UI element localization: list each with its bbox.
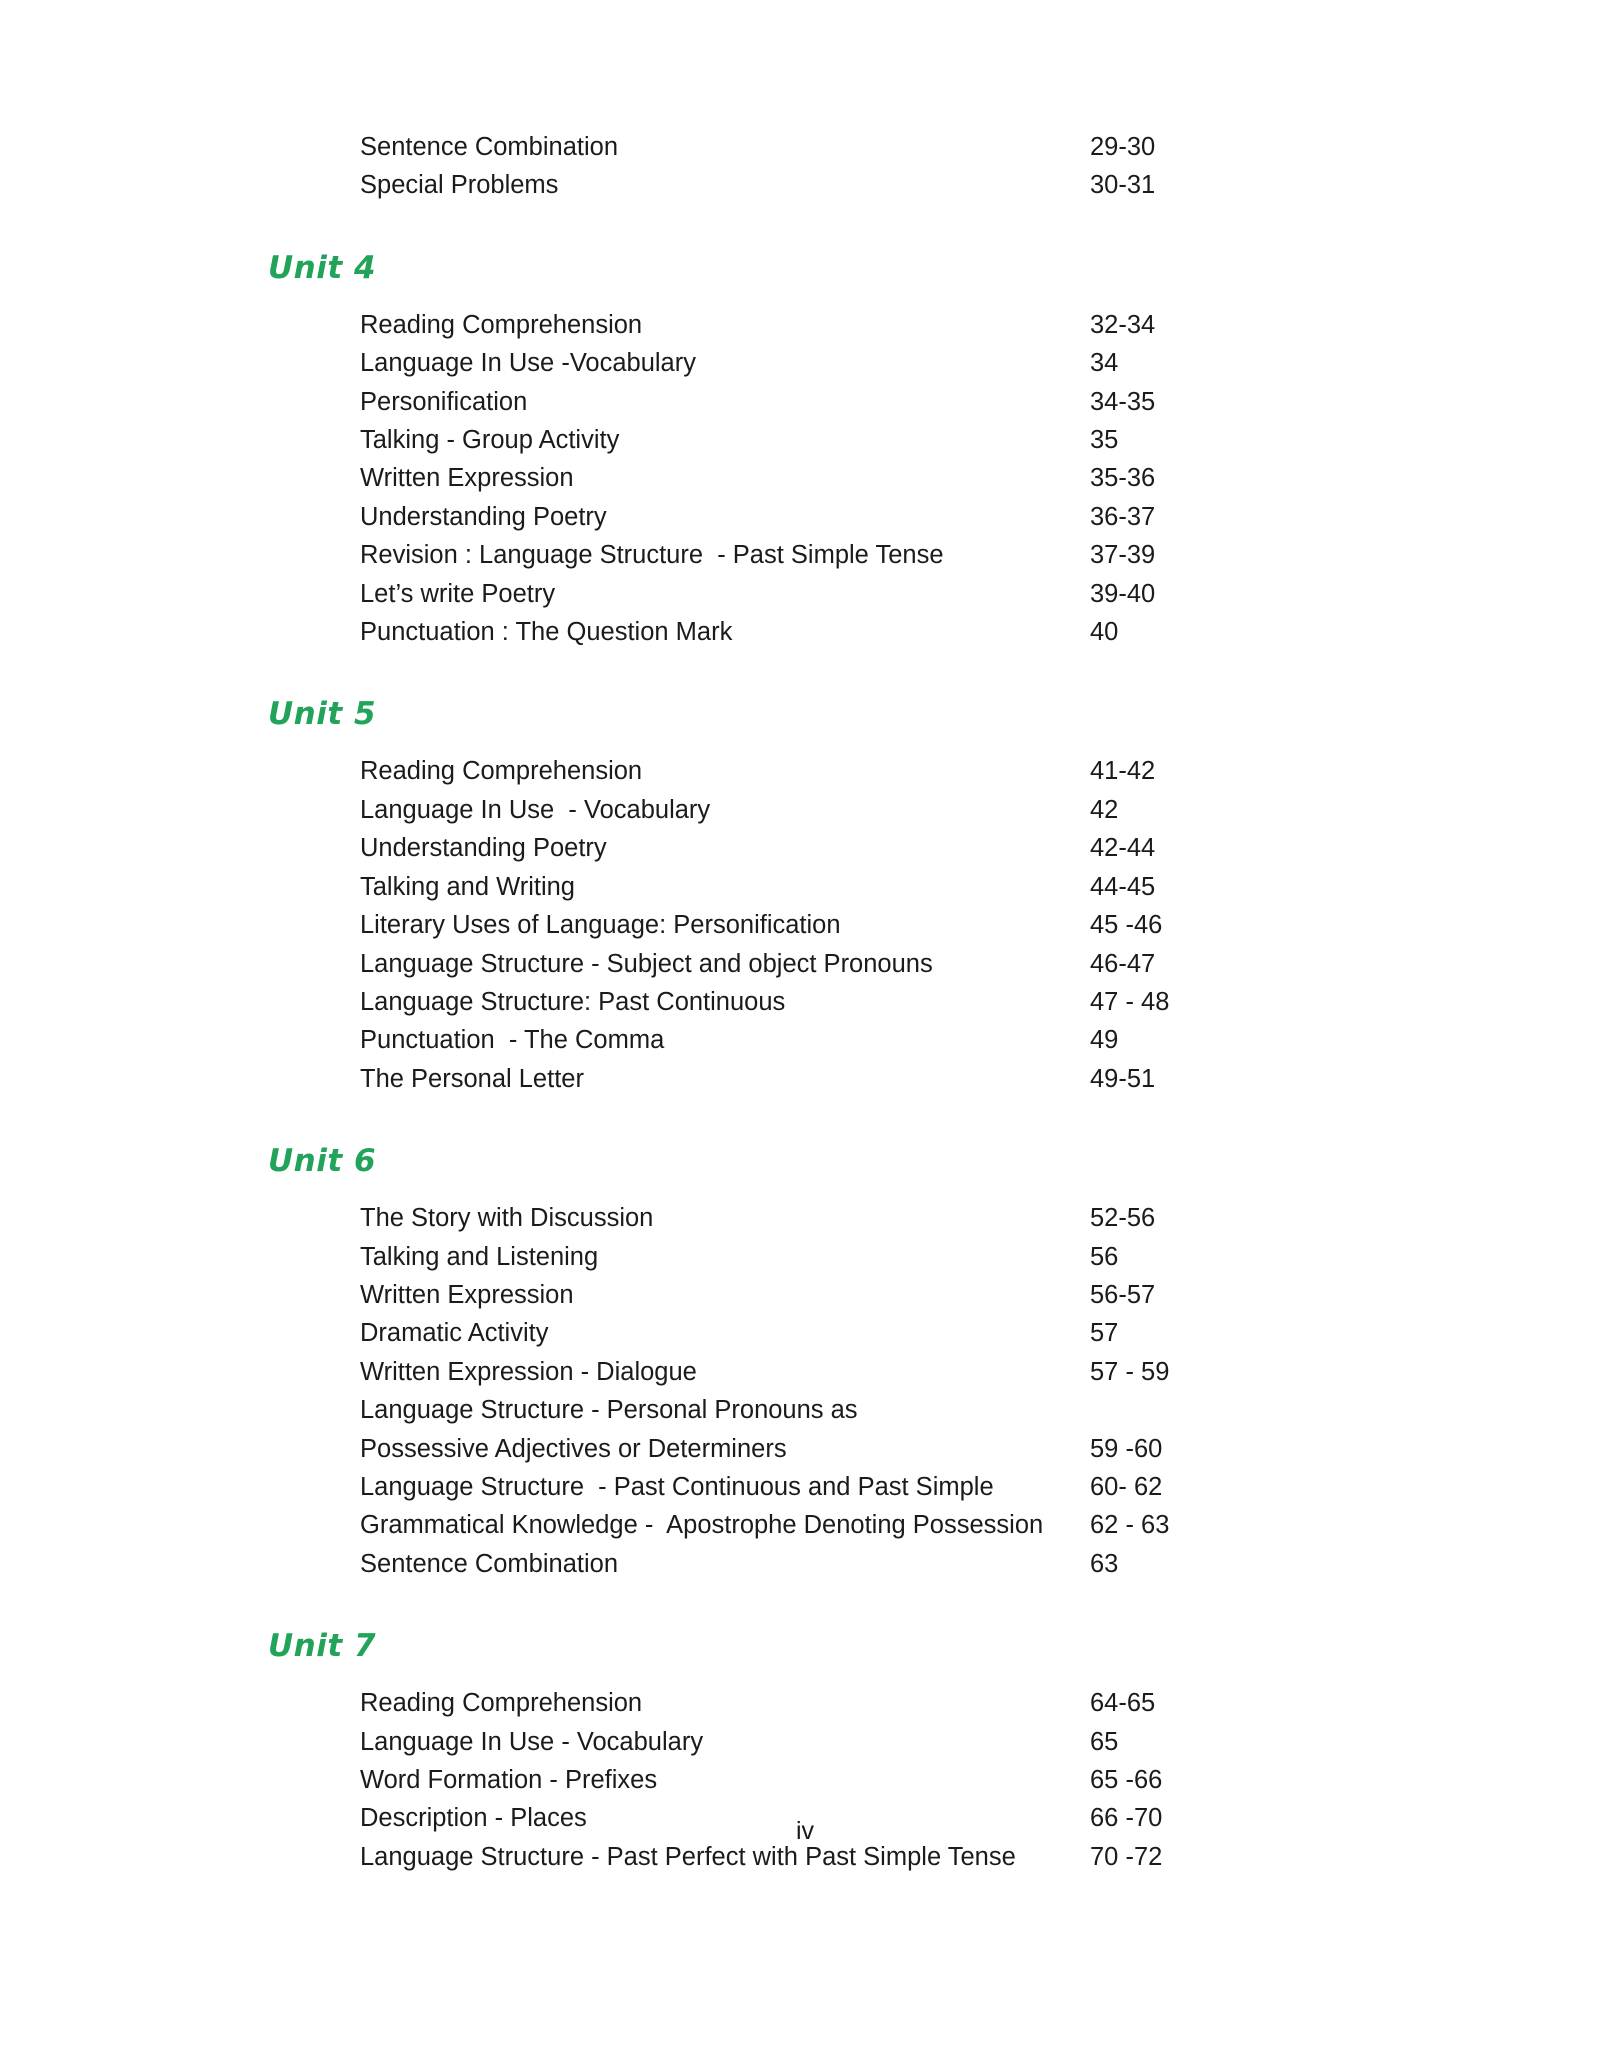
toc-entry[interactable] bbox=[268, 1468, 1418, 1506]
toc-entry-title: Punctuation - The Comma bbox=[360, 1026, 665, 1055]
toc-entry[interactable] bbox=[268, 1199, 1418, 1237]
toc-entry-title: Personification bbox=[360, 387, 528, 416]
toc-entry-page-number: 49 bbox=[1090, 1026, 1119, 1055]
toc-entry-page-number: 46-47 bbox=[1090, 949, 1156, 978]
toc-entry-page-number: 63 bbox=[1090, 1549, 1119, 1578]
toc-entry-title: Special Problems bbox=[360, 171, 559, 200]
toc-entry-title: Language Structure - Subject and object Pronouns bbox=[360, 949, 933, 978]
toc-entry-title: The Personal Letter bbox=[360, 1064, 584, 1093]
toc-entry-title: Word Formation - Prefixes bbox=[360, 1766, 658, 1794]
toc-entry-page-number: 45 -46 bbox=[1090, 911, 1163, 940]
toc-entry[interactable] bbox=[268, 829, 1418, 867]
toc-entry-title: Language Structure - Personal Pronouns as bbox=[360, 1396, 858, 1425]
toc-entry-page-number: 36-37 bbox=[1090, 502, 1156, 531]
toc-entry[interactable] bbox=[268, 1021, 1418, 1059]
unit-spacer bbox=[268, 1098, 1418, 1146]
toc-entry-list bbox=[268, 306, 1418, 652]
toc-entry-page-number: 65 bbox=[1090, 1727, 1119, 1756]
toc-entry-title: Revision : Language Structure - Past Simple Tense bbox=[360, 541, 944, 570]
toc-entry-title: Written Expression bbox=[360, 1280, 574, 1309]
toc-entry-page-number: 47 - 48 bbox=[1090, 987, 1170, 1016]
toc-entry-page-number: 40 bbox=[1090, 618, 1119, 647]
toc-entry-page-number: 52-56 bbox=[1090, 1204, 1156, 1233]
toc-entry-list bbox=[268, 1199, 1418, 1583]
toc-entry-title: Language In Use -Vocabulary bbox=[360, 349, 696, 378]
toc-entry-title: Language Structure - Past Perfect with Past Simple Tense bbox=[360, 1842, 1016, 1871]
toc-entry[interactable] bbox=[268, 421, 1418, 459]
table-of-contents bbox=[268, 128, 1418, 1876]
toc-entry[interactable] bbox=[268, 1060, 1418, 1098]
unit-section bbox=[268, 696, 1418, 1098]
toc-entry-title: Sentence Combination bbox=[360, 133, 619, 161]
toc-entry[interactable] bbox=[268, 1238, 1418, 1276]
toc-entry-title: Language In Use - Vocabulary bbox=[360, 795, 711, 824]
toc-entry[interactable] bbox=[268, 1723, 1418, 1761]
toc-entry-title: Literary Uses of Language: Personification bbox=[360, 911, 841, 940]
toc-entry-page-number: 35 bbox=[1090, 426, 1119, 455]
toc-entry-page-number: 34-35 bbox=[1090, 387, 1156, 416]
toc-entry-page-number: 30-31 bbox=[1090, 171, 1156, 200]
toc-entry[interactable] bbox=[268, 1761, 1418, 1799]
unit-spacer bbox=[268, 651, 1418, 699]
toc-entry[interactable] bbox=[268, 791, 1418, 829]
unit-heading: Unit 7 bbox=[268, 1628, 377, 1665]
toc-entry[interactable] bbox=[268, 536, 1418, 574]
toc-entry-page-number: 37-39 bbox=[1090, 541, 1156, 570]
toc-entry-page-number: 34 bbox=[1090, 349, 1119, 378]
toc-entry[interactable] bbox=[268, 1506, 1418, 1544]
unit-section bbox=[268, 1143, 1418, 1583]
toc-entry-title: Dramatic Activity bbox=[360, 1319, 549, 1348]
toc-entry-title: Let’s write Poetry bbox=[360, 579, 556, 608]
toc-entry-page-number: 57 bbox=[1090, 1319, 1119, 1348]
unit-heading: Unit 6 bbox=[268, 1143, 377, 1180]
toc-entry-page-number: 41-42 bbox=[1090, 757, 1156, 786]
toc-entry[interactable] bbox=[268, 613, 1418, 651]
toc-entry-list bbox=[268, 752, 1418, 1098]
toc-entry[interactable] bbox=[268, 906, 1418, 944]
toc-entry-title: Understanding Poetry bbox=[360, 834, 607, 863]
toc-entry-title: Description - Places bbox=[360, 1804, 587, 1833]
toc-entry-page-number: 35-36 bbox=[1090, 464, 1156, 493]
toc-entry[interactable] bbox=[268, 128, 1418, 166]
toc-entry-title: Talking and Listening bbox=[360, 1242, 599, 1271]
toc-entry-page-number: 66 -70 bbox=[1090, 1804, 1163, 1833]
toc-entry[interactable] bbox=[268, 1430, 1418, 1468]
toc-entry-title: Reading Comprehension bbox=[360, 310, 643, 339]
toc-entry-title: The Story with Discussion bbox=[360, 1204, 654, 1233]
toc-entry-page-number: 32-34 bbox=[1090, 310, 1156, 339]
toc-entry[interactable] bbox=[268, 1276, 1418, 1314]
toc-entry[interactable] bbox=[268, 752, 1418, 790]
toc-entry[interactable] bbox=[268, 1545, 1418, 1583]
toc-entry-page-number: 39-40 bbox=[1090, 579, 1156, 608]
toc-entry-page-number: 29-30 bbox=[1090, 133, 1156, 161]
toc-entry[interactable] bbox=[268, 459, 1418, 497]
toc-entry-title: Understanding Poetry bbox=[360, 502, 607, 531]
page-folio: iv bbox=[795, 1817, 815, 1845]
toc-entry-page-number: 65 -66 bbox=[1090, 1766, 1163, 1794]
toc-entry-title: Reading Comprehension bbox=[360, 1689, 643, 1718]
toc-entry-title: Sentence Combination bbox=[360, 1549, 619, 1578]
toc-entry-page-number: 56-57 bbox=[1090, 1280, 1156, 1309]
toc-entry-list bbox=[268, 1684, 1418, 1876]
toc-entry-page-number: 57 - 59 bbox=[1090, 1357, 1170, 1386]
toc-entry-title: Talking - Group Activity bbox=[360, 426, 620, 455]
toc-entry-page-number: 44-45 bbox=[1090, 872, 1156, 901]
unit-heading-spacer bbox=[268, 730, 1418, 752]
toc-entry-page-number: 60- 62 bbox=[1090, 1472, 1163, 1501]
toc-entry-title: Reading Comprehension bbox=[360, 757, 643, 786]
toc-entry-page-number: 56 bbox=[1090, 1242, 1119, 1271]
toc-entry-title: Written Expression - Dialogue bbox=[360, 1357, 697, 1386]
toc-entry[interactable] bbox=[268, 344, 1418, 382]
toc-top-entry-list bbox=[268, 128, 1418, 205]
unit-section bbox=[268, 249, 1418, 652]
unit-heading-spacer bbox=[268, 284, 1418, 306]
toc-entry[interactable] bbox=[268, 1391, 1418, 1429]
toc-entry-title: Possessive Adjectives or Determiners bbox=[360, 1434, 787, 1463]
toc-entry-title: Language In Use - Vocabulary bbox=[360, 1727, 704, 1756]
toc-entry-title: Language Structure - Past Continuous and Past Simple bbox=[360, 1472, 994, 1501]
toc-entry-title: Talking and Writing bbox=[360, 872, 575, 901]
toc-entry-page-number: 62 - 63 bbox=[1090, 1511, 1170, 1540]
toc-entry[interactable] bbox=[268, 1684, 1418, 1722]
unit-heading-spacer bbox=[268, 1662, 1418, 1684]
toc-entry[interactable] bbox=[268, 498, 1418, 536]
toc-entry[interactable] bbox=[268, 983, 1418, 1021]
toc-entry-page-number: 70 -72 bbox=[1090, 1842, 1163, 1871]
toc-entry-page-number: 59 -60 bbox=[1090, 1434, 1163, 1463]
unit-heading: Unit 4 bbox=[268, 249, 377, 286]
toc-entry-page-number: 42 bbox=[1090, 795, 1119, 824]
unit-spacer bbox=[268, 1583, 1418, 1631]
toc-entry[interactable] bbox=[268, 575, 1418, 613]
toc-entry[interactable] bbox=[268, 945, 1418, 983]
toc-entry-title: Punctuation : The Question Mark bbox=[360, 618, 733, 647]
toc-entry-title: Grammatical Knowledge - Apostrophe Denoting Possession bbox=[360, 1511, 1044, 1540]
toc-entry[interactable] bbox=[268, 306, 1418, 344]
toc-entry[interactable] bbox=[268, 1353, 1418, 1391]
toc-entry-page-number: 42-44 bbox=[1090, 834, 1156, 863]
toc-entry[interactable] bbox=[268, 1314, 1418, 1352]
unit-heading: Unit 5 bbox=[268, 696, 377, 733]
unit-heading-spacer bbox=[268, 1177, 1418, 1199]
toc-entry[interactable] bbox=[268, 868, 1418, 906]
toc-entry[interactable] bbox=[268, 166, 1418, 204]
unit-spacer bbox=[268, 205, 1418, 253]
toc-entry[interactable] bbox=[268, 383, 1418, 421]
toc-entry-page-number: 64-65 bbox=[1090, 1689, 1156, 1718]
toc-entry-page-number: 49-51 bbox=[1090, 1064, 1156, 1093]
toc-entry-title: Language Structure: Past Continuous bbox=[360, 987, 786, 1016]
toc-entry-title: Written Expression bbox=[360, 464, 574, 493]
